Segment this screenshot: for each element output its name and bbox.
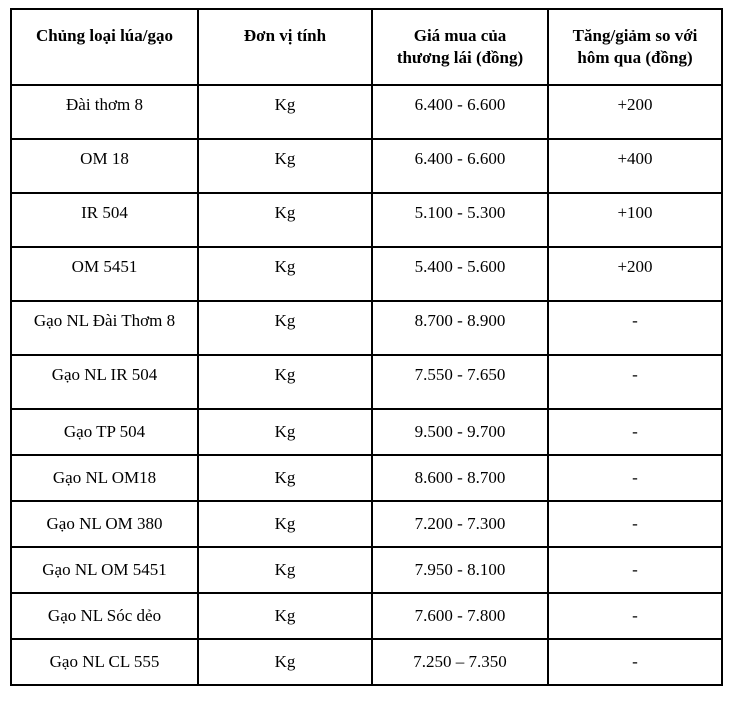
cell-unit: Kg: [198, 409, 372, 455]
cell-type: Gạo NL Sóc dẻo: [11, 593, 198, 639]
cell-type: OM 5451: [11, 247, 198, 301]
cell-type: Gạo NL IR 504: [11, 355, 198, 409]
col-header-unit: [198, 9, 372, 85]
cell-change: +200: [548, 85, 722, 139]
cell-change: -: [548, 593, 722, 639]
cell-unit: Kg: [198, 85, 372, 139]
cell-unit: Kg: [198, 193, 372, 247]
table-row: [11, 593, 722, 639]
cell-change: +200: [548, 247, 722, 301]
cell-change: -: [548, 547, 722, 593]
cell-price: 7.200 - 7.300: [372, 501, 548, 547]
cell-price: 7.600 - 7.800: [372, 593, 548, 639]
table-header-row: [11, 9, 722, 85]
cell-change: +100: [548, 193, 722, 247]
cell-change: -: [548, 301, 722, 355]
cell-price: 7.250 – 7.350: [372, 639, 548, 685]
col-header-price: [372, 9, 548, 85]
cell-change: -: [548, 501, 722, 547]
col-header-unit-label: Đơn vị tính: [243, 26, 327, 45]
table-row: [11, 409, 722, 455]
cell-change: -: [548, 455, 722, 501]
cell-type: Gạo NL OM18: [11, 455, 198, 501]
cell-type: Gạo TP 504: [11, 409, 198, 455]
cell-price: 5.100 - 5.300: [372, 193, 548, 247]
cell-unit: Kg: [198, 593, 372, 639]
col-header-change-line1: Tăng/giảm so với: [572, 26, 698, 45]
cell-type: Gạo NL OM 5451: [11, 547, 198, 593]
cell-price: 5.400 - 5.600: [372, 247, 548, 301]
cell-type: IR 504: [11, 193, 198, 247]
cell-unit: Kg: [198, 547, 372, 593]
cell-unit: Kg: [198, 501, 372, 547]
table-row: [11, 501, 722, 547]
col-header-change-line2: hôm qua (đồng): [577, 48, 693, 67]
col-header-type: [11, 9, 198, 85]
cell-unit: Kg: [198, 639, 372, 685]
table-row: [11, 547, 722, 593]
cell-price: 7.550 - 7.650: [372, 355, 548, 409]
cell-price: 7.950 - 8.100: [372, 547, 548, 593]
cell-change: -: [548, 409, 722, 455]
col-header-type-label: Chủng loại lúa/gạo: [36, 26, 173, 45]
cell-change: -: [548, 355, 722, 409]
cell-price: 8.600 - 8.700: [372, 455, 548, 501]
table-row: [11, 355, 722, 409]
table-row: [11, 139, 722, 193]
table-row: [11, 455, 722, 501]
cell-unit: Kg: [198, 355, 372, 409]
cell-type: Gạo NL CL 555: [11, 639, 198, 685]
cell-type: OM 18: [11, 139, 198, 193]
cell-unit: Kg: [198, 455, 372, 501]
table-row: [11, 85, 722, 139]
cell-unit: Kg: [198, 139, 372, 193]
cell-type: Gạo NL OM 380: [11, 501, 198, 547]
table-row: [11, 193, 722, 247]
col-header-price-line2: thương lái (đồng): [396, 48, 524, 67]
cell-type: Đài thơm 8: [11, 85, 198, 139]
cell-price: 8.700 - 8.900: [372, 301, 548, 355]
col-header-change: [548, 9, 722, 85]
cell-price: 6.400 - 6.600: [372, 85, 548, 139]
col-header-price-line1: Giá mua của: [413, 26, 507, 45]
cell-change: +400: [548, 139, 722, 193]
cell-unit: Kg: [198, 301, 372, 355]
cell-price: 6.400 - 6.600: [372, 139, 548, 193]
table-row: [11, 301, 722, 355]
cell-change: -: [548, 639, 722, 685]
table-row: [11, 639, 722, 685]
cell-type: Gạo NL Đài Thơm 8: [11, 301, 198, 355]
cell-unit: Kg: [198, 247, 372, 301]
cell-price: 9.500 - 9.700: [372, 409, 548, 455]
rice-price-table: [10, 8, 723, 686]
table-row: [11, 247, 722, 301]
